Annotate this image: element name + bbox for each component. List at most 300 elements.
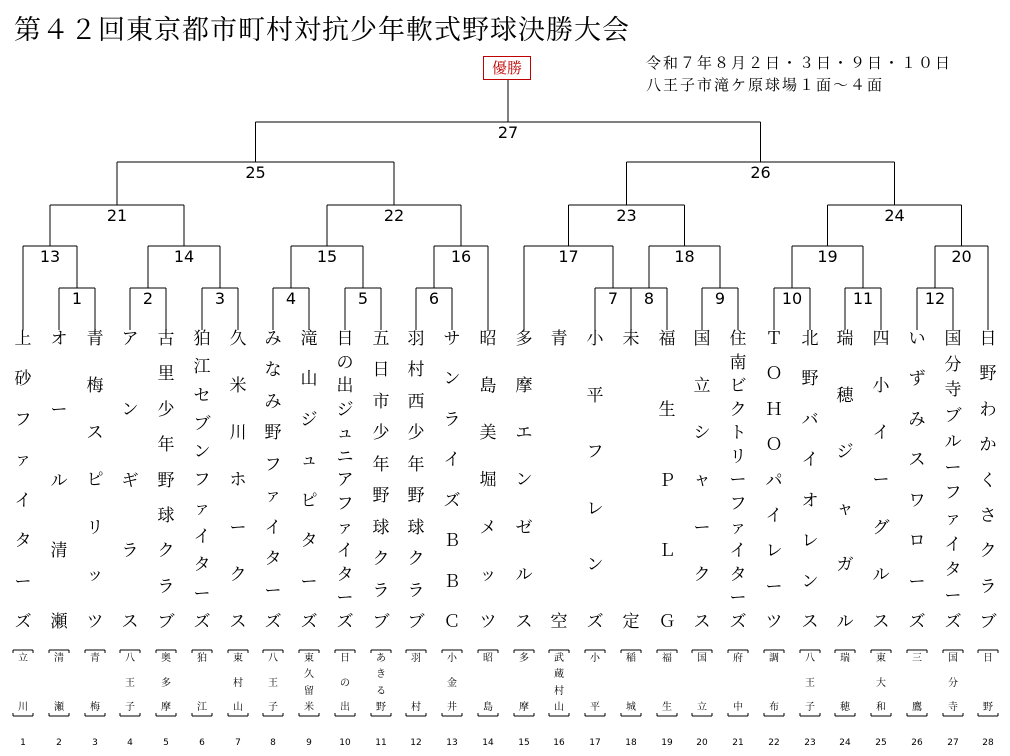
team-name-char: ス (693, 611, 711, 632)
team-name-char: ビ (729, 376, 747, 397)
team-name-char: バ (801, 409, 819, 430)
team-name-char: ク (693, 564, 711, 585)
team-name-char: 少 (372, 423, 390, 444)
team-name (366, 330, 396, 632)
team-region-char: 東 (233, 653, 243, 664)
team-name-char: 川 (229, 423, 247, 444)
team-name-char: ス (908, 450, 926, 471)
team-name-char: 小 (586, 329, 604, 349)
team-name-char: 梅 (86, 376, 104, 397)
game-number: 26 (747, 164, 775, 182)
team-name-char: 球 (407, 517, 425, 538)
team-name-char: レ (801, 531, 819, 552)
team-name-char: ー (693, 517, 711, 538)
team-region (115, 653, 145, 713)
team-name-char: 清 (50, 541, 68, 562)
team-name-char: 球 (372, 517, 390, 538)
team-name-char: ク (729, 399, 747, 420)
team-region-char: 出 (340, 702, 350, 713)
team-region-char: の (340, 677, 350, 689)
team-number: 26 (911, 738, 923, 748)
team-name-char: フ (586, 442, 604, 463)
team-name-char: 野 (264, 423, 282, 444)
team-name-char: Ｃ (443, 611, 461, 632)
team-name-char: ー (944, 457, 962, 478)
tournament-venue: 八王子市滝ケ原球場１面～４面 (646, 76, 885, 94)
team-name-char: 山 (300, 369, 318, 390)
team-name (616, 330, 646, 632)
tournament-dates: 令和７年８月２日・３日・９日・１０日 (646, 54, 953, 72)
team-name-char: イ (336, 541, 354, 562)
team-name-char: ー (300, 571, 318, 592)
team-name-char: ァ (193, 498, 211, 519)
team-name-char: ズ (336, 611, 354, 632)
team-number: 21 (732, 738, 744, 748)
team-name-char: イ (14, 490, 32, 511)
game-number: 3 (206, 290, 234, 308)
team-name-char: 野 (407, 486, 425, 507)
team-name-char: イ (872, 423, 890, 444)
team-name-char: ブ (979, 612, 997, 632)
game-number: 23 (613, 207, 641, 225)
team-region-char: 小 (447, 653, 457, 664)
team-name-char: ブ (407, 611, 425, 632)
team-name-char: セ (193, 385, 211, 406)
game-number: 9 (706, 290, 734, 308)
team-name-char: リ (86, 517, 104, 538)
team-region-char: き (376, 669, 386, 681)
team-name-char: ー (872, 470, 890, 491)
team-region-char: 立 (18, 653, 28, 664)
team-region (938, 653, 968, 713)
team-region-char: 子 (805, 702, 815, 713)
team-name-char: ジ (836, 442, 854, 463)
team-name-char: ワ (908, 490, 926, 511)
team-region (902, 653, 932, 713)
team-name-char: ュ (336, 423, 354, 444)
team-name (80, 330, 110, 632)
game-number: 14 (170, 248, 198, 266)
team-name-char: ト (729, 423, 747, 444)
team-name-char: 野 (979, 364, 997, 385)
team-region-char: 井 (447, 702, 457, 713)
team-name-char: ア (336, 470, 354, 491)
team-region-char: 生 (662, 702, 672, 713)
team-name-char: Ｂ (443, 531, 461, 552)
team-name-char: Ｇ (658, 612, 676, 632)
team-name-char: ズ (944, 611, 962, 632)
team-region-char: 分 (948, 677, 958, 689)
team-name-char: ズ (264, 611, 282, 632)
team-region-char: 国 (697, 653, 707, 664)
team-name-char: ル (50, 470, 68, 491)
team-name-char: み (264, 391, 282, 412)
team-name-char: 分 (944, 354, 962, 375)
team-name-char: ク (229, 564, 247, 585)
team-region-char: 留 (304, 685, 314, 697)
team-region-char: 川 (18, 702, 28, 713)
team-region-char: 久 (304, 669, 314, 681)
game-number: 20 (948, 248, 976, 266)
team-name-char: 野 (801, 369, 819, 390)
team-name-char: ラ (979, 576, 997, 597)
team-name-char: 堀 (479, 470, 497, 491)
team-region-char: 羽 (411, 653, 421, 664)
team-name-char: レ (765, 541, 783, 562)
team-name-char: 穂 (836, 385, 854, 406)
team-name-char: タ (300, 531, 318, 552)
team-region (759, 653, 789, 713)
team-region (294, 653, 324, 713)
team-region (795, 653, 825, 713)
team-name-char: ー (765, 576, 783, 597)
game-number: 24 (881, 207, 909, 225)
team-name-char: タ (944, 560, 962, 581)
team-name-char: 青 (550, 329, 568, 349)
team-name-char: ス (515, 611, 533, 632)
team-name-char: イ (264, 517, 282, 538)
team-name-char: ー (944, 586, 962, 607)
team-region-char: 鷹 (912, 702, 922, 713)
team-name (151, 330, 181, 632)
team-name (938, 330, 968, 632)
team-region-char: 王 (805, 677, 815, 689)
team-name-char: 球 (157, 505, 175, 526)
team-name-char: 上 (14, 329, 32, 349)
team-region (973, 653, 1003, 713)
team-name-char: イ (193, 527, 211, 548)
team-name-char: 定 (622, 612, 640, 632)
team-region-char: 城 (626, 702, 636, 713)
team-region (223, 653, 253, 713)
team-region-char: 村 (554, 685, 564, 697)
team-number: 5 (163, 738, 169, 748)
team-name-char: ア (121, 329, 139, 349)
team-name-char: 瑞 (836, 329, 854, 349)
team-name-char: ラ (407, 580, 425, 601)
team-name-char: 南 (729, 352, 747, 373)
team-name-char: の (336, 352, 354, 373)
team-region-char: 島 (483, 702, 493, 713)
team-region-char: 小 (590, 653, 600, 664)
team-name (401, 330, 431, 632)
team-name (330, 330, 360, 632)
game-number: 21 (103, 207, 131, 225)
team-name-char: 砂 (14, 369, 32, 390)
team-name-char: ラ (121, 541, 139, 562)
team-name-char: ピ (86, 470, 104, 491)
team-name-char: 古 (157, 329, 175, 349)
team-name (866, 330, 896, 632)
team-name-char: ゼ (515, 517, 533, 538)
team-name-char: 野 (372, 486, 390, 507)
team-name-char: ク (979, 541, 997, 562)
team-region (687, 653, 717, 713)
team-region-char: 王 (125, 677, 135, 689)
team-region-char: る (376, 685, 386, 697)
team-name-char: 年 (372, 454, 390, 475)
team-name-char: み (908, 409, 926, 430)
team-name-char: ァ (729, 517, 747, 538)
team-name-char: ル (872, 564, 890, 585)
team-region-char: 大 (876, 677, 886, 689)
team-name-char: 島 (479, 376, 497, 397)
team-name-char: 北 (801, 329, 819, 349)
team-name-char: 少 (157, 399, 175, 420)
team-name-char: タ (729, 564, 747, 585)
game-number: 27 (494, 124, 522, 142)
team-region-char: 立 (697, 702, 707, 713)
team-name-char: ァ (14, 450, 32, 471)
team-name-char: 青 (86, 329, 104, 349)
team-number: 15 (518, 738, 530, 748)
team-region-char: 布 (769, 702, 779, 713)
team-name-char: ー (729, 588, 747, 609)
team-region-char: 八 (805, 653, 815, 664)
team-region-char: 国 (948, 653, 958, 664)
team-name-char: ン (515, 470, 533, 491)
team-name-char: Ｏ (765, 364, 783, 385)
team-region (509, 653, 539, 713)
team-number: 27 (947, 738, 959, 748)
team-region-char: 瀬 (54, 702, 64, 713)
team-name-char: イ (729, 541, 747, 562)
team-number: 8 (270, 738, 276, 748)
team-name-char: 市 (372, 391, 390, 412)
team-region (80, 653, 110, 713)
team-name-char: ャ (836, 498, 854, 519)
team-region-char: 奥 (161, 653, 171, 664)
team-name-char: タ (193, 555, 211, 576)
team-name-char: ギ (121, 470, 139, 491)
team-name-char: ズ (908, 611, 926, 632)
team-name-char: シ (693, 423, 711, 444)
team-name-char: ァ (944, 509, 962, 530)
team-name-char: タ (264, 549, 282, 570)
team-name (437, 330, 467, 632)
team-name-char: く (979, 470, 997, 491)
team-region (366, 653, 396, 713)
team-name-char: 村 (407, 360, 425, 381)
team-name-char: ス (801, 611, 819, 632)
team-name-char: 多 (515, 329, 533, 349)
team-region (473, 653, 503, 713)
team-name-char: イ (944, 534, 962, 555)
team-region (44, 653, 74, 713)
team-name-char: Ｈ (765, 399, 783, 420)
team-name-char: ズ (14, 611, 32, 632)
team-name-char: ー (908, 571, 926, 592)
team-name-char: ー (14, 571, 32, 592)
game-number: 12 (921, 290, 949, 308)
team-region-char: 摩 (519, 702, 529, 713)
team-number: 22 (768, 738, 780, 748)
team-region-char: 野 (983, 702, 993, 713)
team-name (473, 330, 503, 632)
team-number: 25 (875, 738, 887, 748)
team-name-char: ー (193, 583, 211, 604)
team-name-char: 摩 (515, 376, 533, 397)
team-name-char: ジ (300, 409, 318, 430)
team-region-char: 福 (662, 653, 672, 664)
team-name-char: ス (872, 611, 890, 632)
team-region (830, 653, 860, 713)
team-name-char: ァ (336, 517, 354, 538)
team-name-char: パ (765, 470, 783, 491)
team-name-char: 西 (407, 391, 425, 412)
team-name-char: ニ (336, 446, 354, 467)
team-number: 2 (56, 738, 62, 748)
team-number: 12 (410, 738, 422, 748)
team-name (902, 330, 932, 632)
team-region-char: 和 (876, 702, 886, 713)
team-name-char: 日 (336, 329, 354, 349)
team-name (294, 330, 324, 632)
team-name-char: 瀬 (50, 612, 68, 632)
team-number: 1 (20, 738, 26, 748)
game-number: 19 (814, 248, 842, 266)
team-name-char: 日 (979, 329, 997, 349)
team-name-char: エ (515, 423, 533, 444)
game-number: 15 (313, 248, 341, 266)
team-region-char: 昭 (483, 653, 493, 664)
team-region-char: 寺 (948, 702, 958, 713)
team-number: 7 (235, 738, 241, 748)
team-name-char: レ (586, 498, 604, 519)
team-region-char: 梅 (90, 702, 100, 713)
team-name-char: ズ (586, 611, 604, 632)
team-name-char: ャ (693, 470, 711, 491)
team-name-char: ホ (229, 470, 247, 491)
team-region (8, 653, 38, 713)
team-name-char: わ (979, 399, 997, 420)
team-name (187, 330, 217, 632)
team-region-char: あ (376, 653, 386, 664)
team-region (652, 653, 682, 713)
team-name (759, 330, 789, 632)
team-region-char: 蔵 (554, 669, 564, 681)
team-name-char: 住 (729, 329, 747, 349)
team-name-char: イ (443, 450, 461, 471)
team-number: 13 (446, 738, 458, 748)
team-name-char: ズ (193, 611, 211, 632)
game-number: 5 (349, 290, 377, 308)
team-name-char: ュ (300, 450, 318, 471)
game-number: 6 (420, 290, 448, 308)
team-region-char: 日 (983, 653, 993, 664)
team-name-char: 滝 (300, 329, 318, 349)
team-number: 10 (339, 738, 351, 748)
team-name-char: ー (729, 470, 747, 491)
team-name-char: 出 (336, 376, 354, 397)
team-name-char: ラ (372, 580, 390, 601)
team-name-char: 国 (944, 329, 962, 349)
team-name (44, 330, 74, 632)
team-name-char: 生 (658, 399, 676, 420)
game-number: 17 (555, 248, 583, 266)
team-name-char: ン (801, 571, 819, 592)
team-name-char: ー (50, 399, 68, 420)
team-region-char: 米 (304, 701, 314, 713)
team-name-char: フ (729, 494, 747, 515)
team-region-char: 狛 (197, 653, 207, 664)
game-number: 16 (447, 248, 475, 266)
team-name-char: イ (801, 450, 819, 471)
team-name (687, 330, 717, 632)
team-number: 16 (553, 738, 565, 748)
team-region (544, 653, 574, 713)
game-number: 1 (63, 290, 91, 308)
team-name (973, 330, 1003, 632)
team-region-char: 山 (554, 701, 564, 713)
team-name-char: ス (121, 612, 139, 632)
team-name-char: タ (14, 531, 32, 552)
team-number: 19 (661, 738, 673, 748)
team-number: 11 (375, 738, 387, 748)
team-name-char: フ (336, 494, 354, 515)
team-name-char: ロ (908, 531, 926, 552)
team-number: 3 (92, 738, 98, 748)
team-name-char: ン (193, 442, 211, 463)
team-name-char: ブ (193, 413, 211, 434)
team-region (258, 653, 288, 713)
team-name-char: ツ (765, 612, 783, 632)
team-name-char: Ｐ (658, 470, 676, 491)
game-number: 22 (380, 207, 408, 225)
team-name-char: ラ (443, 409, 461, 430)
team-number: 20 (696, 738, 708, 748)
team-name-char: リ (729, 446, 747, 467)
game-number: 13 (36, 248, 64, 266)
game-number: 25 (242, 164, 270, 182)
team-name-char: ツ (86, 611, 104, 632)
team-region-char: 武 (554, 653, 564, 664)
team-name-char: ー (336, 588, 354, 609)
team-name-char: 年 (157, 435, 175, 456)
team-number: 23 (804, 738, 816, 748)
team-name-char: 米 (229, 376, 247, 397)
team-name-char: 里 (157, 364, 175, 385)
team-name-char: Ｔ (765, 329, 783, 349)
team-region-char: 野 (376, 701, 386, 713)
team-name-char: ズ (443, 490, 461, 511)
team-name-char: ス (229, 611, 247, 632)
team-region (187, 653, 217, 713)
team-name (795, 330, 825, 632)
team-region-char: 多 (519, 653, 529, 664)
team-name (8, 330, 38, 632)
team-name-char: Ｏ (765, 435, 783, 456)
team-region-char: 府 (733, 653, 743, 664)
team-name-char: 少 (407, 423, 425, 444)
team-region-char: 金 (447, 677, 457, 689)
team-name-char: 江 (193, 357, 211, 378)
team-name (258, 330, 288, 632)
team-region-char: 江 (197, 702, 207, 713)
team-name-char: 年 (407, 454, 425, 475)
team-name-char: み (264, 329, 282, 349)
team-region (723, 653, 753, 713)
team-number: 14 (482, 738, 494, 748)
team-name-char: 小 (872, 376, 890, 397)
team-name-char: ス (86, 423, 104, 444)
team-name (223, 330, 253, 632)
game-number: 7 (599, 290, 627, 308)
team-name-char: ブ (372, 611, 390, 632)
team-name-char: 寺 (944, 380, 962, 401)
team-name-char: ジ (336, 399, 354, 420)
team-name-char: ツ (479, 611, 497, 632)
